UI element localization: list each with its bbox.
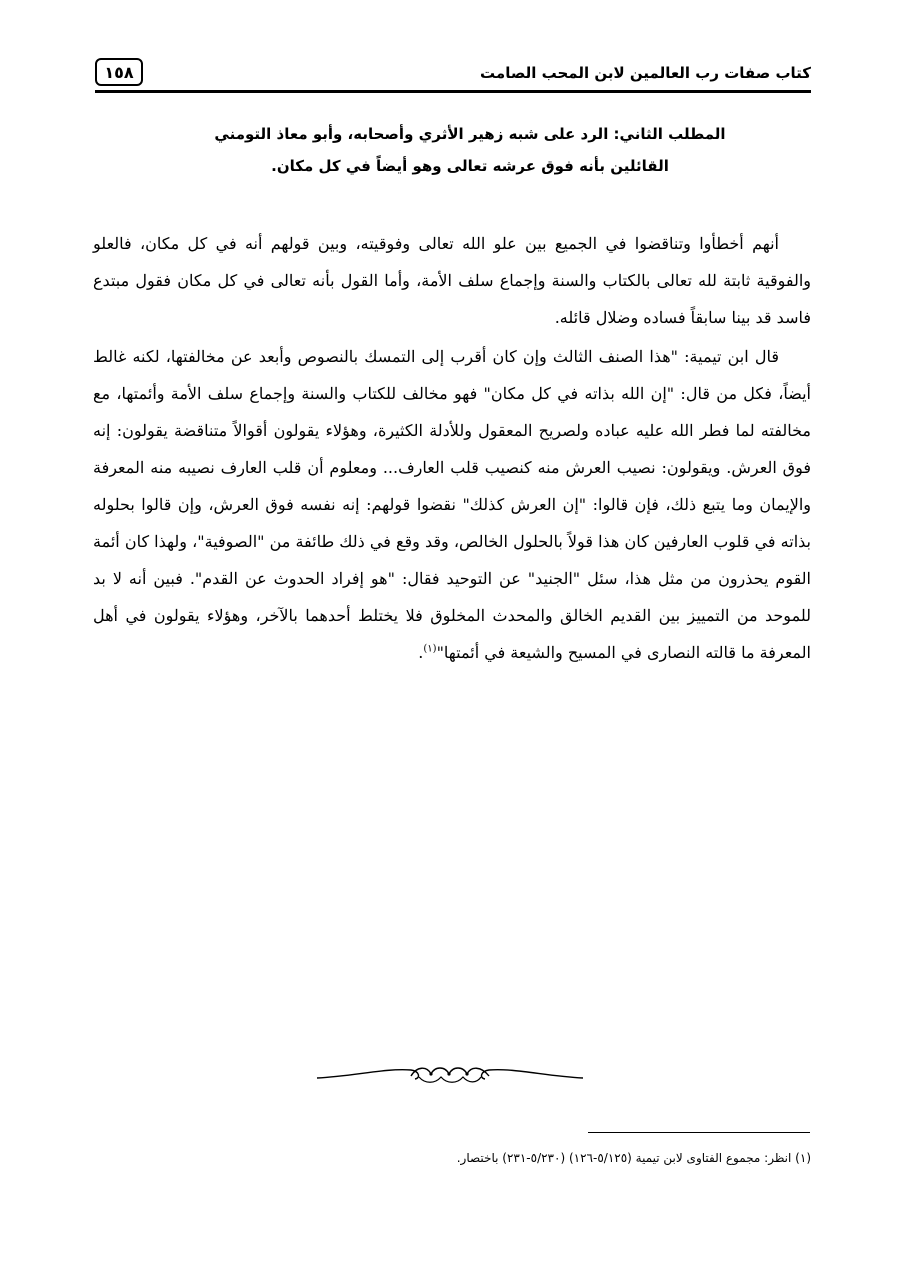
- header-divider: [95, 90, 811, 93]
- paragraph-2: قال ابن تيمية: "هذا الصنف الثالث وإن كان أقرب إلى التمسك بالنصوص وأبعد عن مخالفتها، لكنه غالط أيضاً، فكل من قال: "إن الله بذاته في كل مكان" فهو مخالف للكتاب والسنة وإجماع سلف الأمة وأئمتها، مع مخالفته لما فطر الله عليه عباده ولصريح المعقول وللأدلة الكثيرة، وهؤلاء يقولون أقوالاً متناقضة يقولون: إنه فوق العرش. ويقولون: نصيب العرش منه كنصيب قلب العارف... ومعلوم أن قلب العارف نصيبه منه المعرفة والإيمان وما يتبع ذلك، فإن قالوا: "إن العرش كذلك" نقضوا قولهم: إنه نفسه فوق العرش، وإن قالوا بحلوله بذاته في قلوب العارفين كان هذا قولاً بالحلول الخالص، وقد وقع في ذلك طائفة من "الصوفية"، ولهذا كان أئمة القوم يحذرون من مثل هذا، سئل "الجنيد" عن التوحيد فقال: "هو إفراد الحدوث عن القدم". فبين أنه لا بد للموحد من التمييز بين القديم الخالق والمحدث المخلوق فلا يختلط أحدهما بالآخر، وهؤلاء يقولون في أهل المعرفة ما قالته النصارى في المسيح والشيعة في أئمتها"$^{(١)}$.: [93, 347, 812, 662]
- ornament-divider-icon: [315, 1064, 585, 1086]
- page-number-box: [95, 58, 143, 86]
- paragraph-2-text: قال ابن تيمية: "هذا الصنف الثالث وإن كان أقرب إلى التمسك بالنصوص وأبعد عن مخالفتها، لكنه غالط أيضاً، فكل من قال: "إن الله بذاته في كل مكان" فهو مخالف للكتاب والسنة وإجماع سلف الأمة وأئمتها، مع مخالفته لما فطر الله عليه عباده ولصريح المعقول وللأدلة الكثيرة، وهؤلاء يقولون أقوالاً متناقضة يقولون: إنه فوق العرش. ويقولون: نصيب العرش منه كنصيب قلب العارف... ومعلوم أن قلب العارف نصيبه منه المعرفة والإيمان وما يتبع ذلك، فإن قالوا: "إن العرش كذلك" نقضوا قولهم: إنه نفسه فوق العرش، وإن قالوا بحلوله بذاته في قلوب العارفين كان هذا قولاً بالحلول الخالص، وقد وقع في ذلك طائفة من "الصوفية"، ولهذا كان أئمة القوم يحذرون من مثل هذا، سئل "الجنيد" عن التوحيد فقال: "هو إفراد الحدوث عن القدم". فبين أنه لا بد للموحد من التمييز بين القديم الخالق والمحدث المخلوق فلا يختلط أحدهما بالآخر، وهؤلاء يقولون في أهل المعرفة ما قالته النصارى في المسيح والشيعة في أئمتها": [93, 347, 812, 662]
- footnote-divider: [588, 1132, 810, 1133]
- section-heading-line-2: القائلين بأنه فوق عرشه تعالى وهو أيضاً في كل مكان.: [271, 157, 669, 175]
- page-number: ١٥٨: [104, 62, 134, 82]
- footnote: (١) انظر: مجموع الفتاوى لابن تيمية (٥/١٢٥-١٢٦) (٥/٢٣٠-٢٣١) باختصار.: [456, 1151, 811, 1165]
- paragraph-1: أنهم أخطأوا وتناقضوا في الجميع بين علو الله تعالى وفوقيته، وبين قولهم أنه في كل مكان، فالعلو والفوقية ثابتة لله تعالى بالكتاب والسنة وإجماع سلف الأمة، وأما القول بأنه تعالى في كل مكان فقول مبتدع فاسد قد بينا سابقاً فساده وضلال قائله.: [93, 234, 812, 327]
- book-title: كتاب صفات رب العالمين لابن المحب الصامت: [480, 64, 811, 82]
- footnote-reference: (١): [423, 643, 437, 655]
- page-header: [95, 58, 811, 90]
- section-heading-line-1: المطلب الثاني: الرد على شبه زهير الأثري وأصحابه، وأبو معاذ التومني: [214, 125, 726, 143]
- body-text: [93, 225, 811, 673]
- section-heading: [130, 118, 810, 182]
